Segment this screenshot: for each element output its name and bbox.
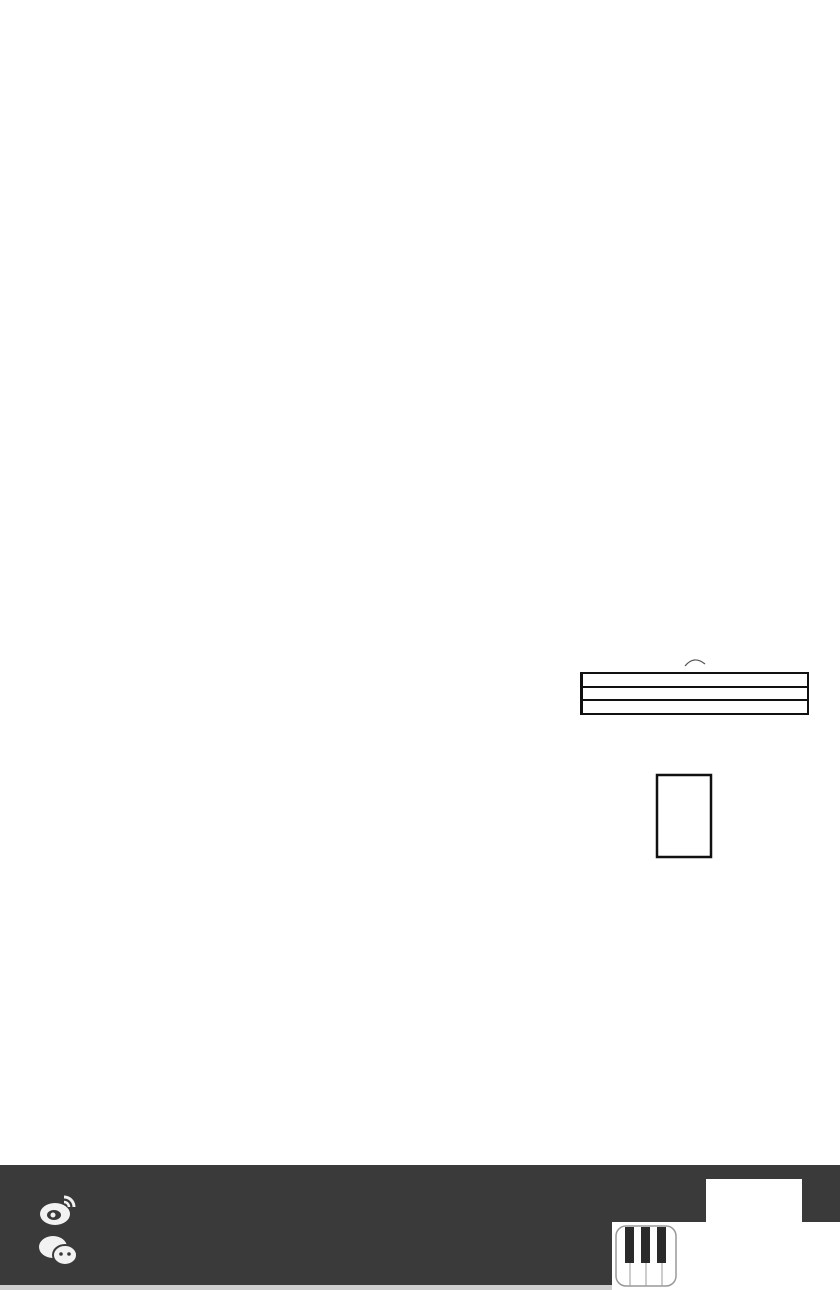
wechat-icon: [38, 1233, 80, 1267]
weibo-icon: [38, 1193, 78, 1227]
chord-diagram: [645, 770, 725, 865]
strum-pattern-tab: [575, 650, 815, 750]
tie-arc: [685, 660, 705, 666]
piano-keys-icon: [614, 1224, 678, 1288]
